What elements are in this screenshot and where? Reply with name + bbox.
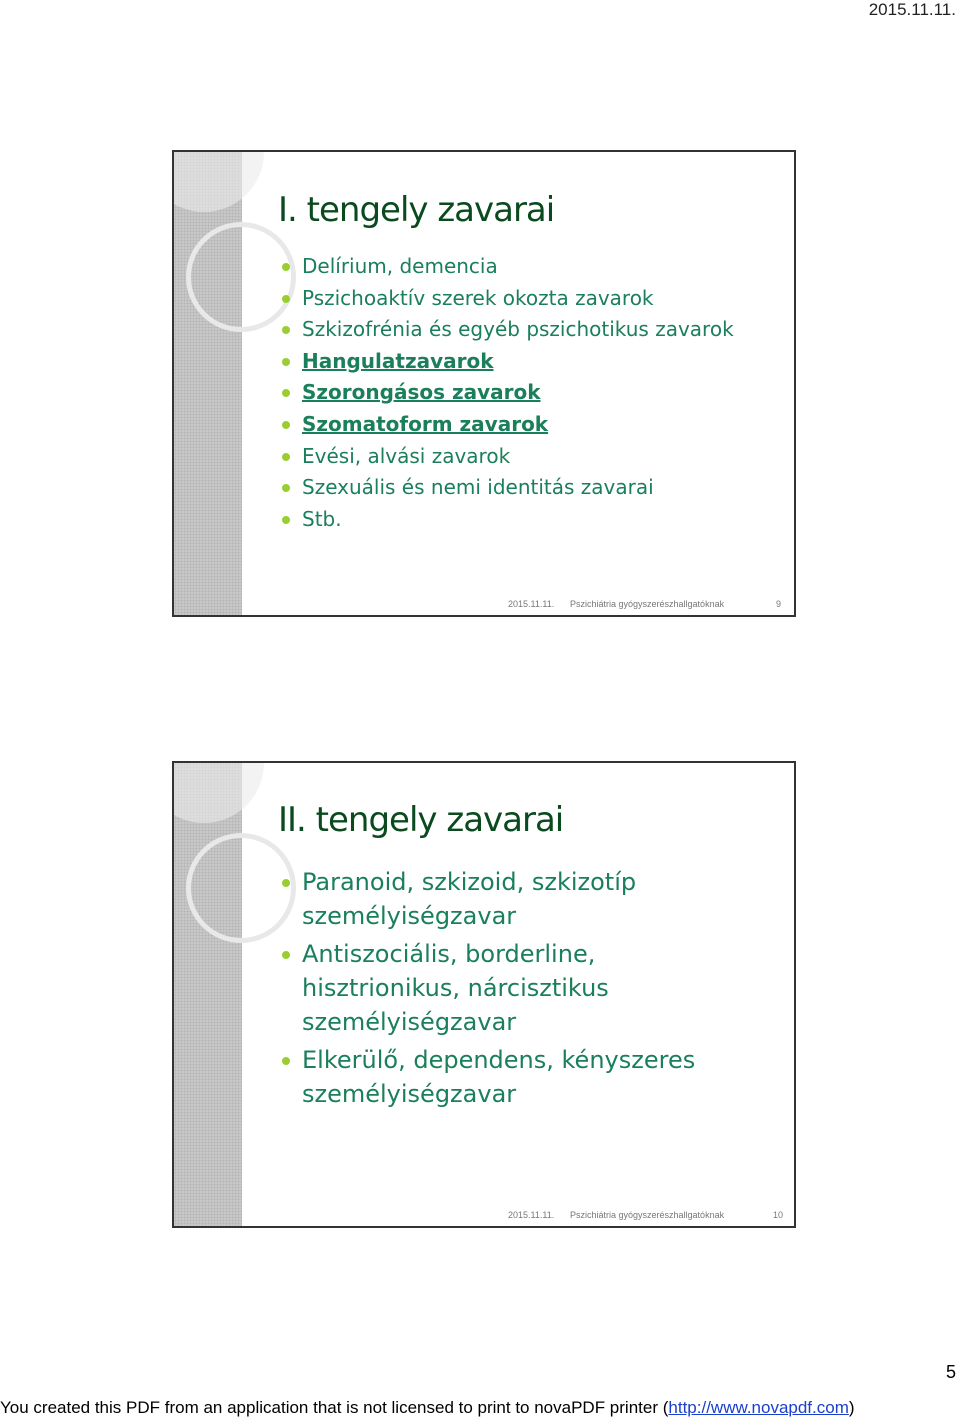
list-item: Delírium, demencia	[282, 251, 734, 283]
link-szorongasos-zavarok[interactable]: Szorongásos zavarok	[282, 377, 734, 409]
page-number: 5	[945, 1362, 956, 1382]
license-end: )	[848, 1398, 855, 1417]
license-notice	[0, 1398, 855, 1418]
slide-number: 9	[776, 599, 782, 609]
list-item: Paranoid, szkizoid, szkizotíp személyiségzavar	[282, 865, 742, 933]
slide-9	[172, 150, 796, 617]
slide-title: II. tengely zavarai	[278, 800, 564, 840]
header-date: 2015.11.11.	[868, 0, 956, 19]
slide-10	[172, 761, 796, 1228]
slide-title: I. tengely zavarai	[278, 190, 555, 230]
bullet-list	[282, 865, 742, 1115]
footer-text: Pszichiátria gyógyszerészhallgatóknak	[570, 1210, 725, 1220]
list-item: Elkerülő, dependens, kényszeres személyiségzavar	[282, 1043, 742, 1111]
slide-decoration	[174, 763, 242, 1226]
slide-decoration	[174, 152, 242, 615]
link-szomatoform-zavarok[interactable]: Szomatoform zavarok	[282, 409, 734, 441]
link-hangulatzavarok[interactable]: Hangulatzavarok	[282, 346, 734, 378]
license-text: You created this PDF from an application that is not licensed to print to novaPDF printer (	[0, 1398, 669, 1417]
list-item: Szexuális és nemi identitás zavarai	[282, 472, 734, 504]
bullet-list	[282, 251, 734, 535]
footer-date: 2015.11.11.	[508, 599, 555, 609]
list-item: Evési, alvási zavarok	[282, 441, 734, 473]
list-item: Stb.	[282, 504, 734, 536]
list-item: Szkizofrénia és egyéb pszichotikus zavarok	[282, 314, 734, 346]
footer-text: Pszichiátria gyógyszerészhallgatóknak	[570, 599, 725, 609]
footer-date: 2015.11.11.	[508, 1210, 555, 1220]
list-item: Antiszociális, borderline, hisztrionikus, nárcisztikus személyiségzavar	[282, 937, 742, 1039]
list-item: Pszichoaktív szerek okozta zavarok	[282, 283, 734, 315]
novapdf-link[interactable]: http://www.novapdf.com	[668, 1398, 849, 1417]
slide-number: 10	[773, 1210, 784, 1220]
